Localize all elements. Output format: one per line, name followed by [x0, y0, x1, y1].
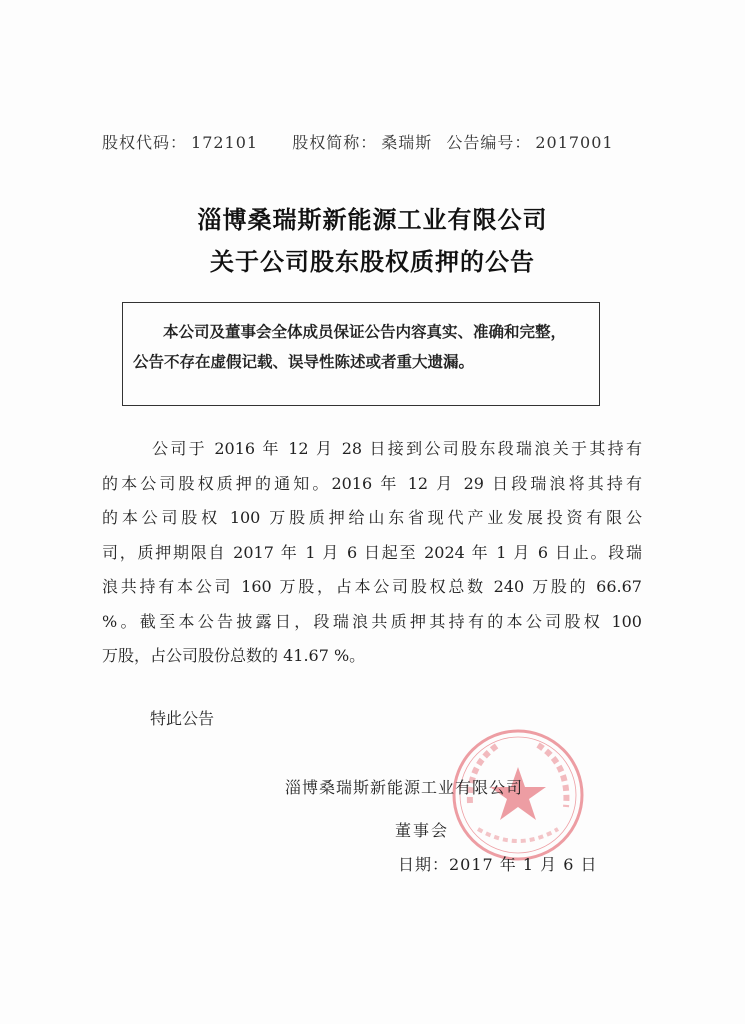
body-paragraph — [102, 432, 642, 674]
signature-company: 淄博桑瑞斯新能源工业有限公司 — [285, 778, 524, 797]
stock-abbr-value: 桑瑞斯 — [381, 133, 433, 152]
announcement-number-label: 公告编号： — [446, 133, 532, 152]
stock-abbr-label: 股权简称： — [292, 133, 378, 152]
announcement-number-value: 2017001 — [535, 133, 614, 152]
body-line: 万股，占公司股份总数的 41.67 %。 — [102, 646, 366, 665]
notice-box — [122, 302, 600, 406]
header-line — [102, 130, 642, 153]
body-line: 公司于 2016 年 12 月 28 日接到公司股东段瑞浪关于其持有 — [152, 439, 642, 458]
title-company: 淄博桑瑞斯新能源工业有限公司 — [197, 206, 548, 234]
body-line: 浪共持有本公司 160 万股，占本公司股权总数 240 万股的 66.67 — [102, 577, 642, 596]
signature-date: 日期：2017 年 1 月 6 日 — [398, 855, 598, 874]
signature-board: 董事会 — [395, 821, 450, 840]
notice-line-2: 公告不存在虚假记载、误导性陈述或者重大遗漏。 — [133, 353, 475, 371]
body-line: 的本公司股权 100 万股质押给山东省现代产业发展投资有限公 — [102, 508, 642, 527]
body-line: %。截至本公告披露日，段瑞浪共质押其持有的本公司股权 100 — [102, 611, 642, 631]
body-line: 的本公司股权质押的通知。2016 年 12 月 29 日段瑞浪将其持有 — [102, 473, 642, 493]
stock-code-label: 股权代码： — [102, 133, 188, 152]
stock-code-value: 172101 — [191, 133, 259, 152]
closing-remark: 特此公告 — [150, 709, 215, 728]
title-subject: 关于公司股东股权质押的公告 — [210, 248, 535, 276]
notice-line-1: 本公司及董事会全体成员保证公告内容真实、准确和完整， — [163, 323, 567, 341]
body-line: 司，质押期限自 2017 年 1 月 6 日起至 2024 年 1 月 6 日止。段瑞 — [102, 542, 642, 562]
